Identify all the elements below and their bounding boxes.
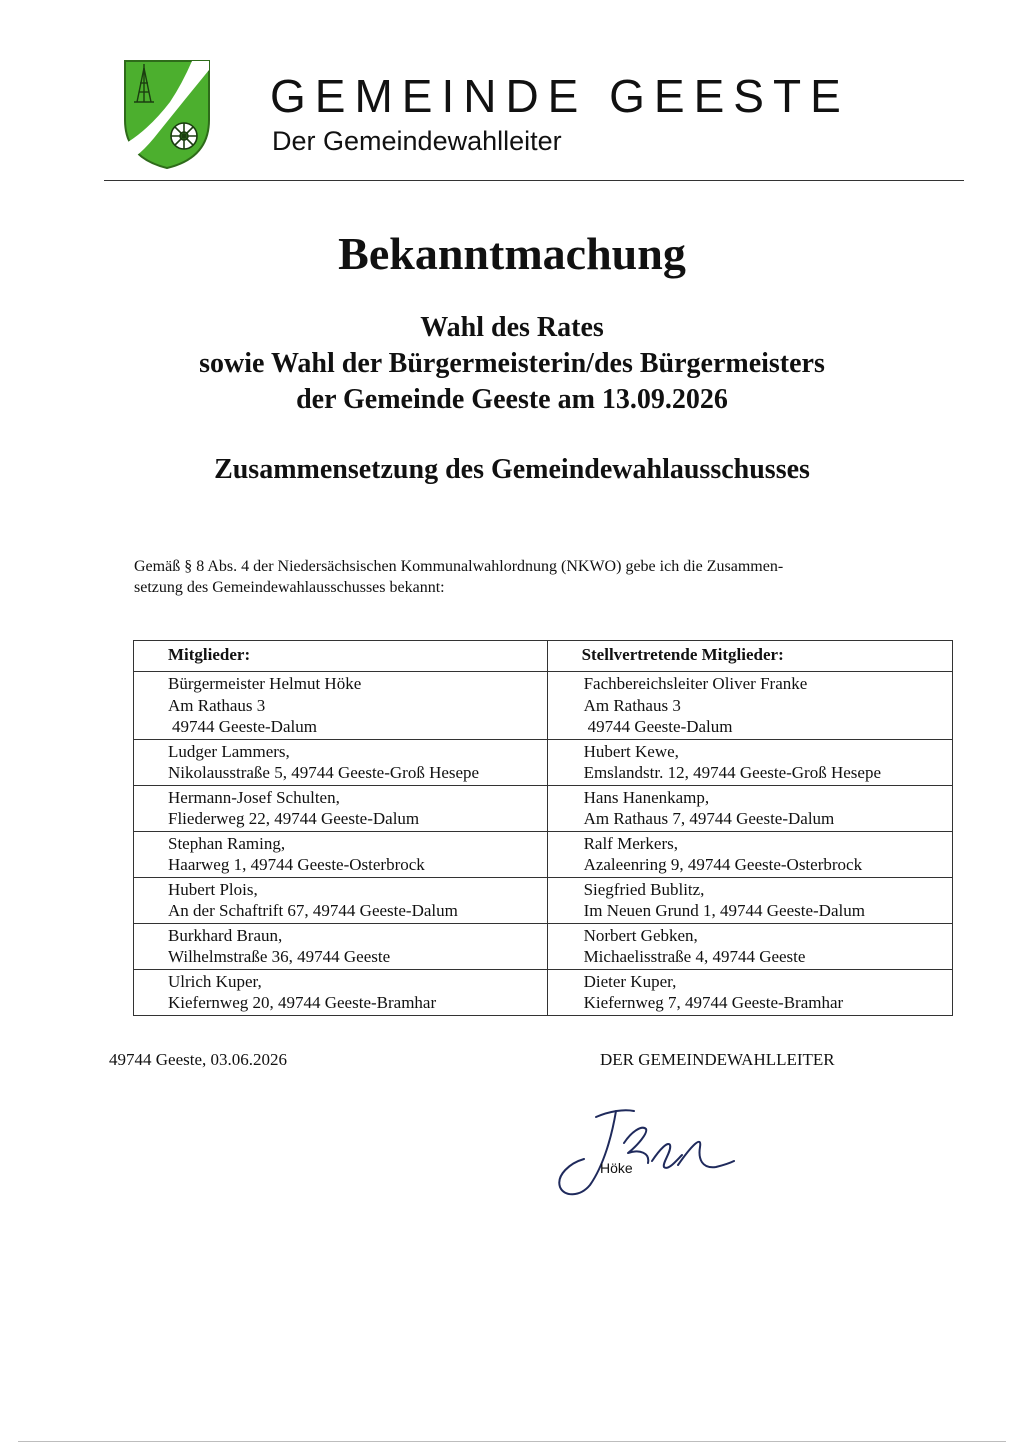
- column-header-members: Mitglieder:: [134, 641, 548, 672]
- header-divider: [104, 180, 964, 181]
- deputy-address: Azaleenring 9, 49744 Geeste-Osterbrock: [583, 855, 863, 874]
- deputy-cell: [547, 739, 952, 785]
- table-row: [134, 923, 953, 969]
- intro-paragraph: [134, 556, 924, 598]
- intro-line: setzung des Gemeindewahlausschusses bekannt:: [134, 579, 445, 596]
- organization-name: GEMEINDE GEESTE: [270, 70, 850, 122]
- deputy-cell: [547, 785, 952, 831]
- member-address: Kiefernweg 20, 49744 Geeste-Bramhar: [168, 993, 437, 1012]
- member-address: Nikolausstraße 5, 49744 Geeste-Groß Hesepe: [168, 763, 480, 782]
- member-name: Hermann-Josef Schulten,: [168, 787, 340, 807]
- table-row: [134, 785, 953, 831]
- election-subtitle: [0, 310, 1024, 418]
- deputy-name: Hubert Kewe,: [583, 741, 679, 761]
- member-cell: [134, 672, 548, 740]
- deputy-cell: [547, 877, 952, 923]
- page-bottom-edge: [18, 1441, 1006, 1442]
- member-address: 49744 Geeste-Dalum: [172, 717, 317, 736]
- table-row: [134, 672, 953, 740]
- deputy-cell: [547, 969, 952, 1015]
- member-cell: [134, 785, 548, 831]
- member-address: An der Schaftrift 67, 49744 Geeste-Dalum: [168, 901, 458, 920]
- signature-name: Höke: [600, 1160, 633, 1176]
- subtitle-line: der Gemeinde Geeste am 13.09.2026: [296, 384, 728, 415]
- deputy-address: Im Neuen Grund 1, 49744 Geeste-Dalum: [583, 901, 865, 920]
- member-cell: [134, 831, 548, 877]
- place-and-date: 49744 Geeste, 03.06.2026: [109, 1050, 288, 1069]
- member-address: Haarweg 1, 49744 Geeste-Osterbrock: [168, 855, 425, 874]
- coat-of-arms-logo: [122, 58, 212, 170]
- deputy-cell: [547, 672, 952, 740]
- table-row: [134, 831, 953, 877]
- member-name: Burkhard Braun,: [168, 925, 283, 945]
- signatory-title: DER GEMEINDEWAHLLEITER: [600, 1050, 835, 1069]
- deputy-name: Siegfried Bublitz,: [583, 879, 705, 899]
- deputy-cell: [547, 923, 952, 969]
- deputy-address: Am Rathaus 3: [583, 695, 681, 715]
- deputy-address: Michaelisstraße 4, 49744 Geeste: [583, 947, 806, 966]
- handwritten-signature: [552, 1105, 742, 1200]
- deputy-address: Kiefernweg 7, 49744 Geeste-Bramhar: [583, 993, 844, 1012]
- column-header-deputies: Stellvertretende Mitglieder:: [547, 641, 952, 672]
- deputy-cell: [547, 831, 952, 877]
- member-name: Bürgermeister Helmut Höke: [168, 674, 362, 693]
- organization-subtitle: Der Gemeindewahlleiter: [272, 126, 562, 156]
- subtitle-line: Wahl des Rates: [420, 312, 604, 343]
- member-address: Wilhelmstraße 36, 49744 Geeste: [168, 947, 391, 966]
- deputy-address: Am Rathaus 7, 49744 Geeste-Dalum: [583, 809, 835, 828]
- section-title: Zusammensetzung des Gemeindewahlausschusses: [214, 454, 810, 485]
- deputy-name: Ralf Merkers,: [583, 833, 678, 853]
- member-cell: [134, 877, 548, 923]
- document-title: Bekanntmachung: [338, 228, 686, 279]
- member-cell: [134, 923, 548, 969]
- table-header-row: [134, 641, 953, 672]
- committee-table: [133, 640, 953, 1016]
- deputy-address: 49744 Geeste-Dalum: [587, 717, 733, 736]
- subtitle-line: sowie Wahl der Bürgermeisterin/des Bürgermeisters: [199, 348, 825, 379]
- member-address: Fliederweg 22, 49744 Geeste-Dalum: [168, 809, 420, 828]
- member-cell: [134, 969, 548, 1015]
- member-name: Ludger Lammers,: [168, 741, 290, 761]
- member-name: Stephan Raming,: [168, 833, 286, 853]
- deputy-name: Fachbereichsleiter Oliver Franke: [583, 674, 808, 693]
- member-address: Am Rathaus 3: [168, 695, 266, 715]
- member-cell: [134, 739, 548, 785]
- table-row: [134, 877, 953, 923]
- table-row: [134, 969, 953, 1015]
- deputy-name: Norbert Gebken,: [583, 925, 698, 945]
- deputy-name: Hans Hanenkamp,: [583, 787, 710, 807]
- member-name: Ulrich Kuper,: [168, 971, 262, 991]
- deputy-name: Dieter Kuper,: [583, 971, 677, 991]
- member-name: Hubert Plois,: [168, 879, 258, 899]
- deputy-address: Emslandstr. 12, 49744 Geeste-Groß Hesepe: [583, 763, 881, 782]
- intro-line: Gemäß § 8 Abs. 4 der Niedersächsischen Kommunalwahlordnung (NKWO) gebe ich die Zusammen-: [134, 558, 784, 575]
- table-row: [134, 739, 953, 785]
